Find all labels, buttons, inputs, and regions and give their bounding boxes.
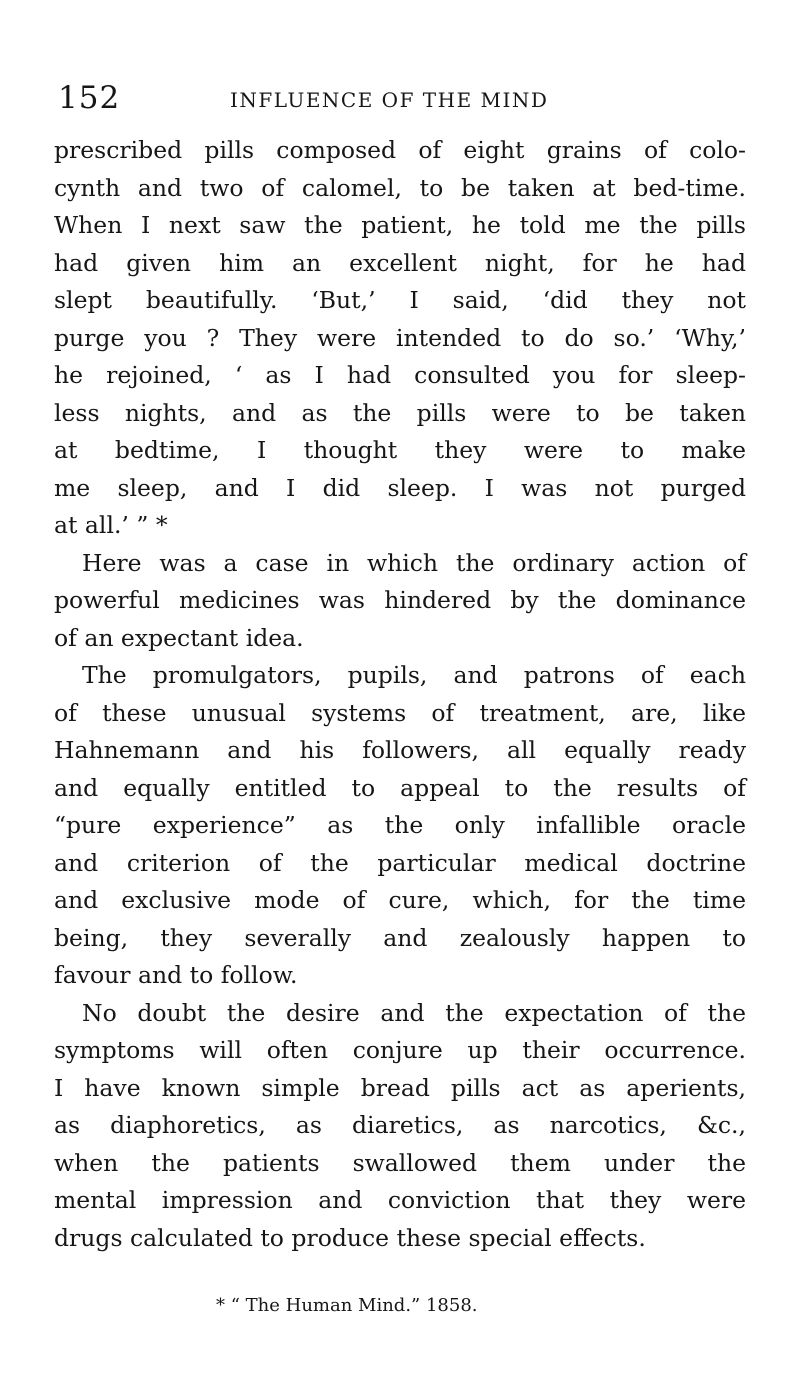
text-line: favour and to follow.	[54, 961, 298, 989]
text-line: at bedtime, I thought they were to make	[54, 436, 746, 464]
text-line: had given him an excellent night, for he had	[54, 248, 746, 277]
text-line: of an expectant idea.	[54, 623, 304, 652]
text-line: cynth and two of calomel, to be taken at bed-time.	[54, 173, 746, 202]
running-head: INFLUENCE OF THE MIND	[230, 88, 549, 112]
text-line: Hahnemann and his followers, all equally ready	[54, 736, 746, 764]
text-line: when the patients swallowed them under the	[54, 1148, 746, 1177]
text-line: being, they severally and zealously happen to	[54, 923, 746, 952]
text-line: No doubt the desire and the expectation of the	[82, 998, 746, 1027]
text-line: and equally entitled to appeal to the results of	[54, 773, 746, 802]
text-line: When I next saw the patient, he told me the pills	[54, 211, 746, 239]
text-line: he rejoined, ‘ as I had consulted you for sleep-	[54, 361, 746, 389]
text-line: of these unusual systems of treatment, are, like	[54, 698, 746, 727]
page-number: 152	[58, 80, 121, 116]
text-line: mental impression and conviction that they were	[54, 1186, 746, 1214]
text-line: powerful medicines was hindered by the dominance	[54, 586, 746, 614]
text-line: I have known simple bread pills act as aperients,	[54, 1073, 746, 1102]
text-line: me sleep, and I did sleep. I was not purged	[54, 473, 746, 502]
text-line: at all.’ ” *	[54, 511, 168, 539]
text-line: as diaphoretics, as diaretics, as narcotics, &c.,	[54, 1111, 746, 1139]
page-header	[0, 78, 800, 122]
text-line: “pure experience” as the only infallible oracle	[54, 811, 746, 839]
text-line: purge you ? They were intended to do so.’ ‘Why,’	[54, 323, 746, 352]
text-line: drugs calculated to produce these special effects.	[54, 1223, 646, 1252]
text-line: prescribed pills composed of eight grains of colo-	[54, 136, 746, 164]
body-text	[54, 132, 746, 1257]
text-line: The promulgators, pupils, and patrons of each	[82, 661, 746, 689]
footnote: * “ The Human Mind.” 1858.	[216, 1295, 478, 1316]
text-line: and criterion of the particular medical doctrine	[54, 848, 746, 877]
text-line: less nights, and as the pills were to be taken	[54, 398, 746, 427]
text-line: Here was a case in which the ordinary action of	[82, 548, 746, 577]
text-line: slept beautifully. ‘But,’ I said, ‘did they not	[54, 286, 746, 314]
text-line: symptoms will often conjure up their occurrence.	[54, 1036, 746, 1064]
text-line: and exclusive mode of cure, which, for the time	[54, 886, 746, 914]
